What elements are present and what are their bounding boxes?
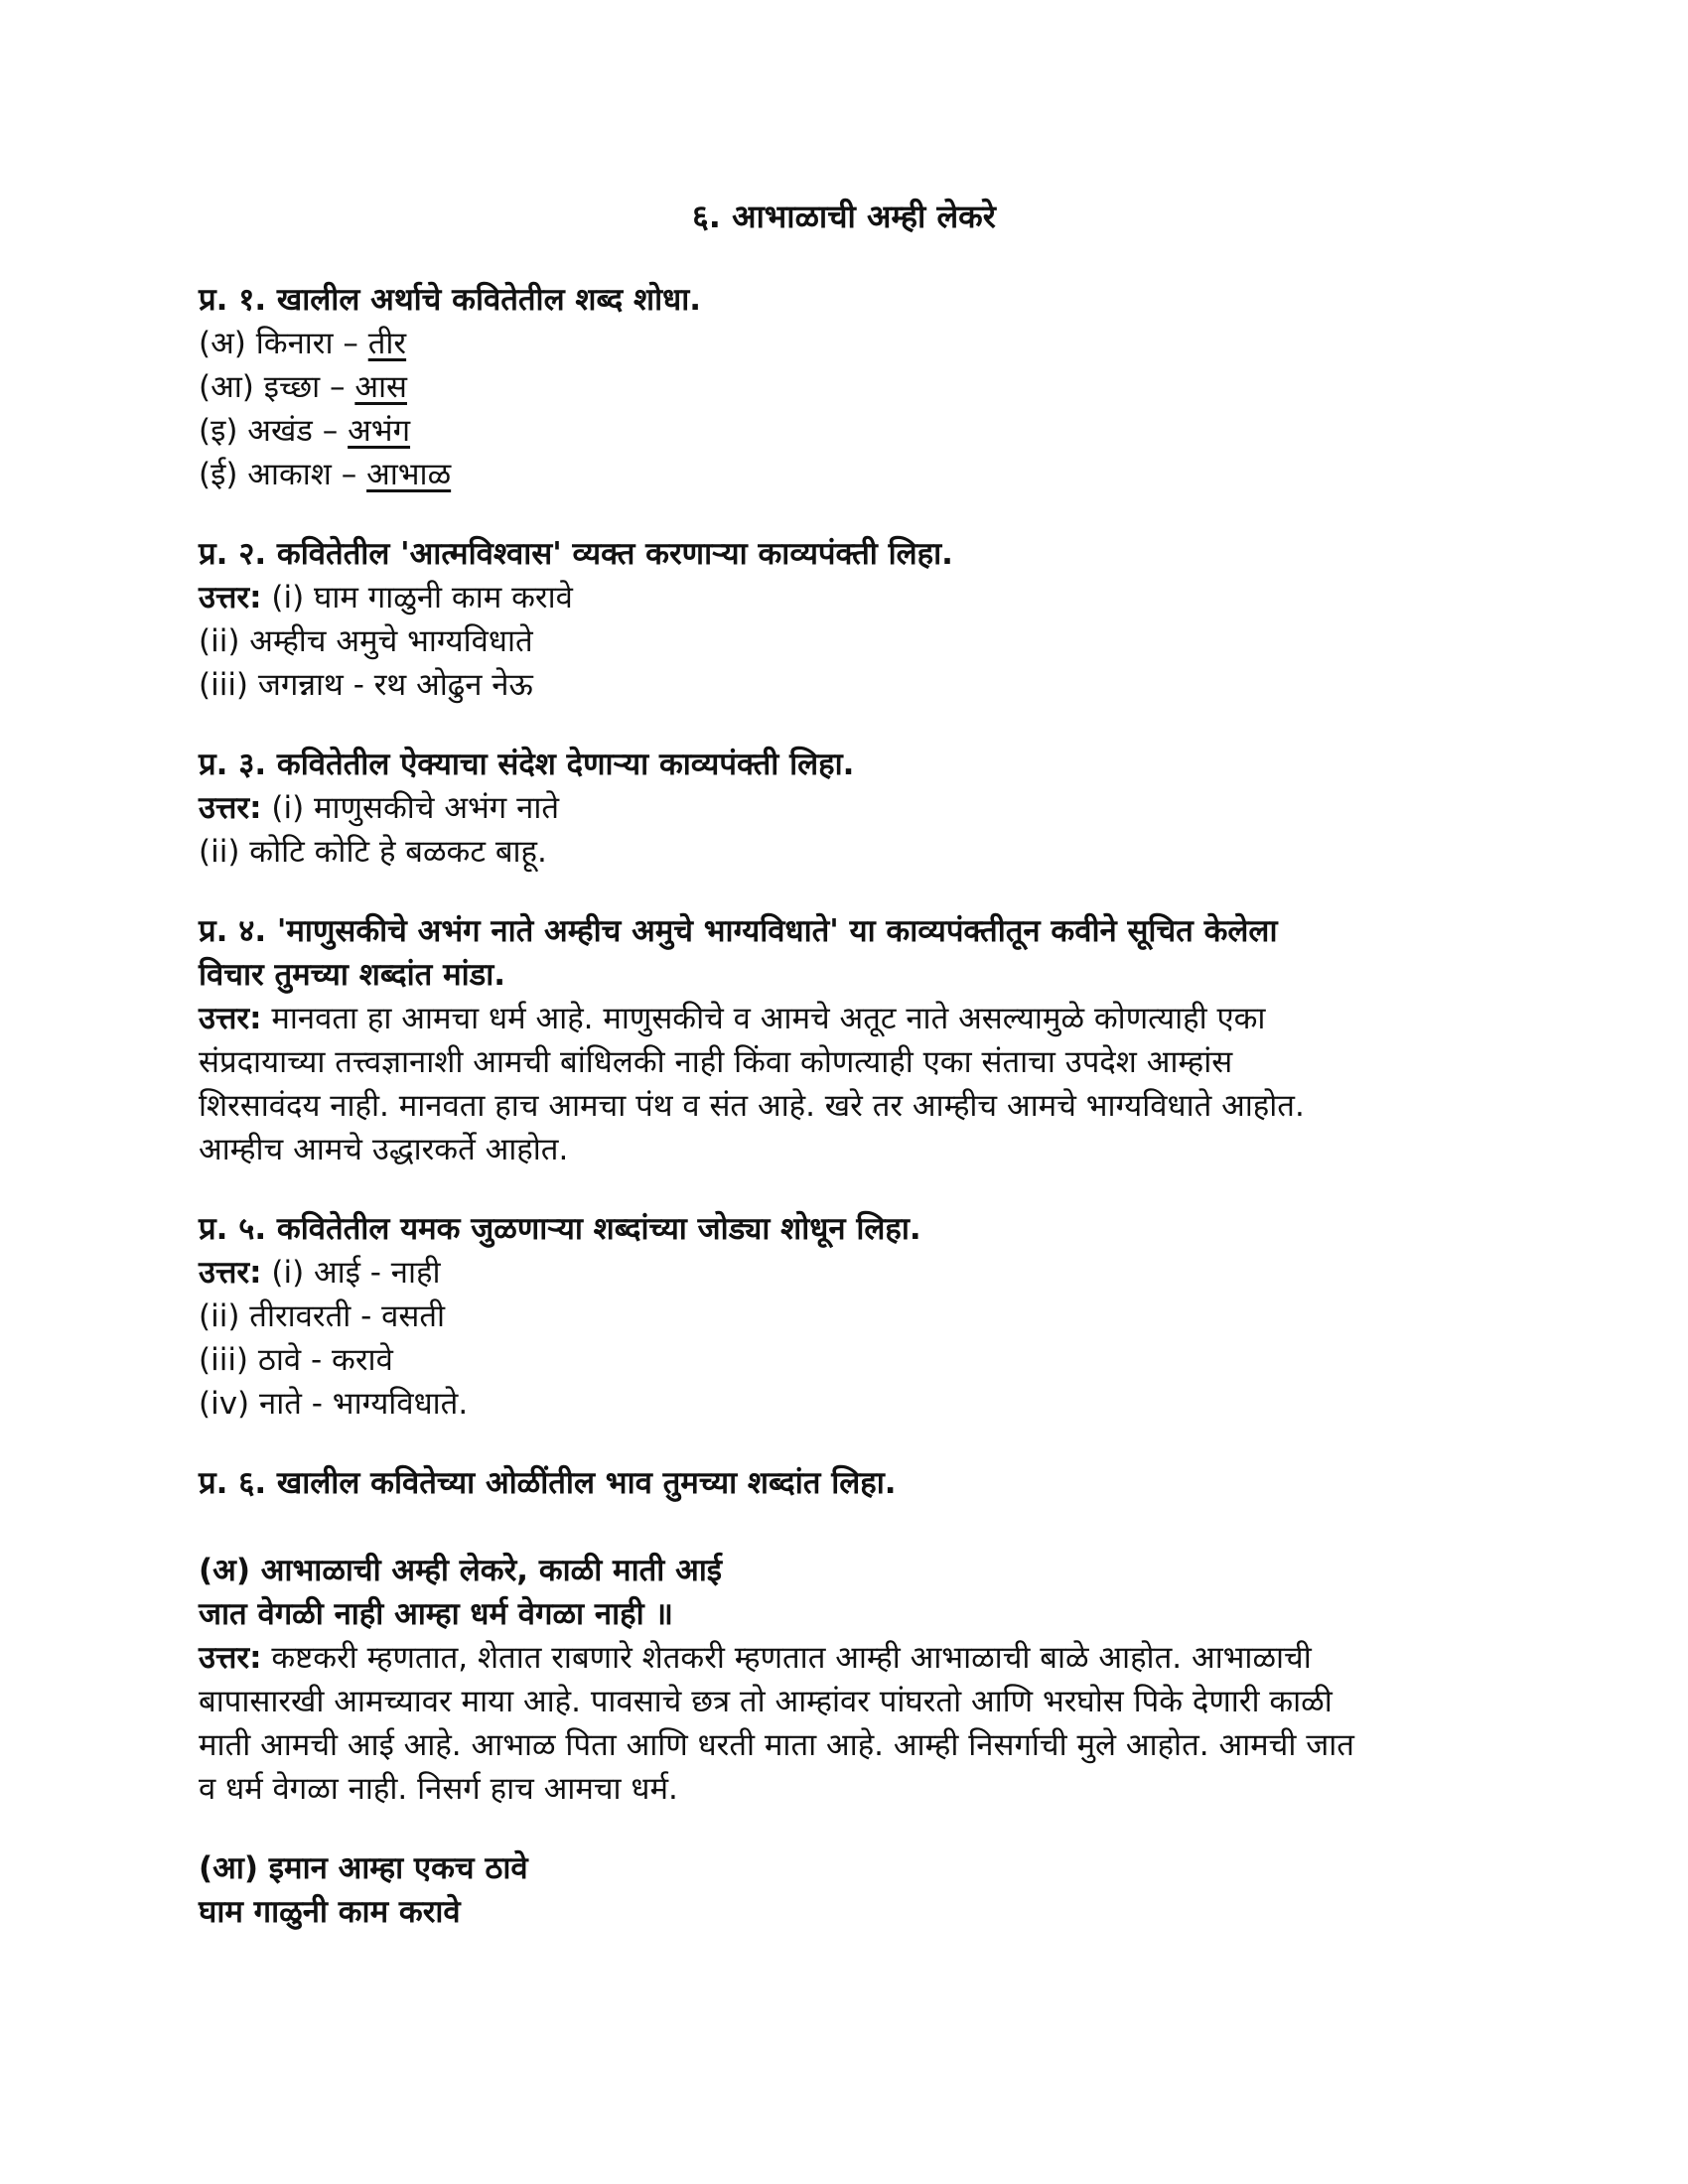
q1-item-ii-prefix: (ई) आकाश –	[199, 457, 367, 492]
q4-answer-line-2: संप्रदायाच्या तत्त्वज्ञानाशी आमची बांधिलकी नाही किंवा कोणत्याही एका संताचा उपदेश आम्हांस	[199, 1044, 1233, 1080]
q2-answer-line-2: (ii) अम्हीच अमुचे भाग्यविधाते	[199, 623, 533, 659]
q6-part-a-answer-line-4: व धर्म वेगळा नाही. निसर्ग हाच आमचा धर्म.	[199, 1771, 678, 1807]
question-6	[199, 1461, 1509, 1934]
q6-part-a-answer-text-1: कष्टकरी म्हणतात, शेतात राबणारे शेतकरी म्हणतात आम्ही आभाळाची बाळे आहोत. आभाळाची	[271, 1640, 1312, 1676]
q6-part-a-answer-line-3: माती आमची आई आहे. आभाळ पिता आणि धरती माता आहे. आम्ही निसर्गाची मुले आहोत. आमची जात	[199, 1727, 1354, 1763]
q6-part-b-verse-line-2: घाम गाळुनी काम करावे	[199, 1894, 461, 1930]
q5-answer-line-4: (iv) नाते - भाग्यविधाते.	[199, 1386, 469, 1422]
question-4-text-line-2: विचार तुमच्या शब्दांत मांडा.	[199, 957, 506, 993]
question-2-text: प्र. २. कवितेतील 'आत्मविश्वास' व्यक्त करणाऱ्या काव्यपंक्ती लिहा.	[199, 536, 953, 572]
question-1	[199, 278, 1509, 496]
question-6-text: प्र. ६. खालील कवितेच्या ओळींतील भाव तुमच्या शब्दांत लिहा.	[199, 1465, 897, 1501]
q5-answer-line-2: (ii) तीरावरती - वसती	[199, 1298, 446, 1334]
q6-part-a-answer-line-1	[199, 1636, 1509, 1680]
question-4-text-line-1: प्र. ४. 'माणुसकीचे अभंग नाते अम्हीच अमुचे भाग्यविधाते' या काव्यपंक्तीतून कवीने सूचित केलेला	[199, 913, 1278, 949]
question-1-text: प्र. १. खालील अर्थाचे कवितेतील शब्द शोधा.	[199, 282, 702, 318]
question-5	[199, 1207, 1509, 1426]
question-3-text: प्र. ३. कवितेतील ऐक्याचा संदेश देणाऱ्या काव्यपंक्ती लिहा.	[199, 747, 855, 782]
page-title: ६. आभाळाची अम्ही लेकरे	[692, 198, 996, 235]
answer-label: उत्तर:	[199, 580, 262, 615]
answer-label: उत्तर:	[199, 1001, 262, 1036]
q1-item-ii	[199, 453, 1509, 496]
q1-item-i-answer: अभंग	[348, 413, 411, 449]
question-2	[199, 532, 1509, 707]
q1-item-ii-answer: आभाळ	[366, 457, 452, 492]
answer-label: उत्तर:	[199, 790, 262, 826]
q1-item-a-prefix: (अ) किनारा –	[199, 326, 368, 361]
q1-item-i-prefix: (इ) अखंड –	[199, 413, 349, 449]
question-4	[199, 909, 1509, 1171]
q2-answer-text-1: (i) घाम गाळुनी काम करावे	[271, 580, 573, 615]
answer-label: उत्तर:	[199, 1640, 262, 1676]
answer-label: उत्तर:	[199, 1255, 262, 1291]
q1-item-aa-answer: आस	[354, 369, 407, 405]
q4-answer-text-1: मानवता हा आमचा धर्म आहे. माणुसकीचे व आमचे अतूट नाते असल्यामुळे कोणत्याही एका	[271, 1001, 1266, 1036]
q6-part-a-verse-line-2: जात वेगळी नाही आम्हा धर्म वेगळा नाही ॥	[199, 1596, 673, 1632]
q6-part-b-verse-line-1: (आ) इमान आम्हा एकच ठावे	[199, 1850, 528, 1886]
q4-answer-line-4: आम्हीच आमचे उद्धारकर्ते आहोत.	[199, 1132, 569, 1167]
q1-item-i	[199, 409, 1509, 453]
question-5-text: प्र. ५. कवितेतील यमक जुळणाऱ्या शब्दांच्या जोड्या शोधून लिहा.	[199, 1211, 921, 1247]
q1-item-a-answer: तीर	[367, 326, 407, 361]
q1-item-aa-prefix: (आ) इच्छा –	[199, 369, 355, 405]
q6-part-a	[199, 1549, 1509, 1811]
question-3	[199, 743, 1509, 874]
q3-answer-text-1: (i) माणुसकीचे अभंग नाते	[271, 790, 560, 826]
document-body	[199, 278, 1509, 1934]
q5-answer-line-1	[199, 1251, 1509, 1295]
q5-answer-text-1: (i) आई - नाही	[271, 1255, 441, 1291]
q3-answer-line-2: (ii) कोटि कोटि हे बळकट बाहू.	[199, 834, 547, 870]
q1-item-aa	[199, 365, 1509, 409]
q5-answer-line-3: (iii) ठावे - करावे	[199, 1342, 393, 1378]
q4-answer-line-3: शिरसावंदय नाही. मानवता हाच आमचा पंथ व संत आहे. खरे तर आम्हीच आमचे भाग्यविधाते आहोत.	[199, 1088, 1305, 1124]
q2-answer-line-1	[199, 576, 1509, 619]
q6-part-b	[199, 1846, 1509, 1934]
q3-answer-line-1	[199, 786, 1509, 830]
q4-answer-line-1	[199, 997, 1509, 1040]
q1-item-a	[199, 322, 1509, 365]
q6-part-a-verse-line-1: (अ) आभाळाची अम्ही लेकरे, काळी माती आई	[199, 1553, 722, 1588]
q2-answer-line-3: (iii) जगन्नाथ - रथ ओढुन नेऊ	[199, 667, 533, 703]
q6-part-a-answer-line-2: बापासारखी आमच्यावर माया आहे. पावसाचे छत्र तो आम्हांवर पांघरतो आणि भरघोस पिके देणारी काळी	[199, 1684, 1333, 1719]
